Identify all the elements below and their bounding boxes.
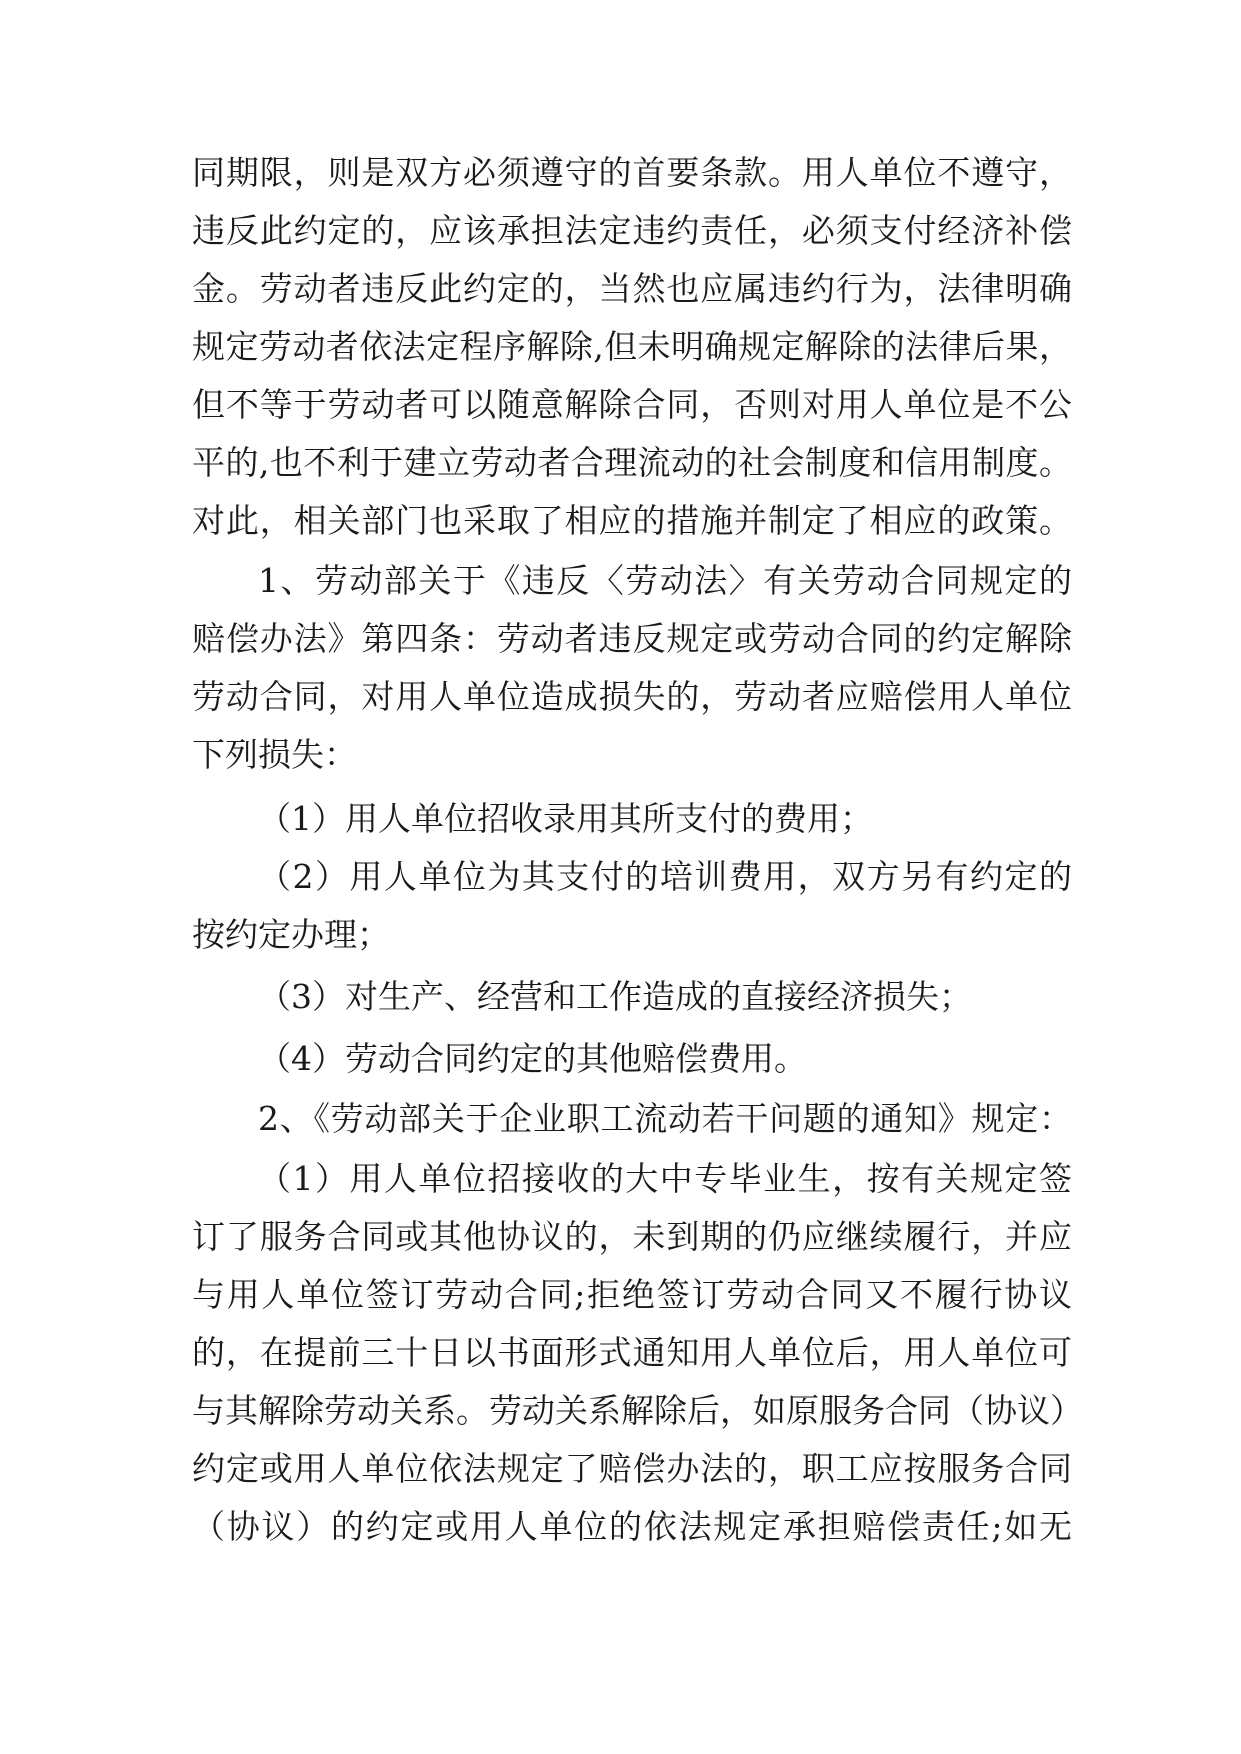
text-line: 订了服务合同或其他协议的，未到期的仍应继续履行，并应 xyxy=(192,1217,1072,1256)
text-line: 按约定办理； xyxy=(192,915,390,954)
text-line: 劳动合同，对用人单位造成损失的，劳动者应赔偿用人单位 xyxy=(192,677,1072,716)
text-line: 违反此约定的，应该承担法定违约责任，必须支付经济补偿 xyxy=(192,211,1072,250)
text-line: 下列损失： xyxy=(192,735,357,774)
text-line: 赔偿办法》第四条：劳动者违反规定或劳动合同的约定解除 xyxy=(192,619,1072,658)
text-line: （4）劳动合同约定的其他赔偿费用。 xyxy=(258,1039,807,1078)
text-line: （3）对生产、经营和工作造成的直接经济损失； xyxy=(258,977,972,1016)
text-line: （协议）的约定或用人单位的依法规定承担赔偿责任;如无 xyxy=(192,1507,1072,1546)
text-line: （2）用人单位为其支付的培训费用，双方另有约定的 xyxy=(258,857,1072,896)
text-line: 2、《劳动部关于企业职工流动若干问题的通知》规定： xyxy=(258,1099,1072,1138)
text-line: 平的,也不利于建立劳动者合理流动的社会制度和信用制度。 xyxy=(192,443,1072,482)
text-line: （1）用人单位招接收的大中专毕业生，按有关规定签 xyxy=(258,1159,1072,1198)
text-line: 对此，相关部门也采取了相应的措施并制定了相应的政策。 xyxy=(192,501,1072,540)
text-line: 与其解除劳动关系。劳动关系解除后，如原服务合同（协议） xyxy=(192,1391,1083,1430)
text-line: 金。劳动者违反此约定的，当然也应属违约行为，法律明确 xyxy=(192,269,1072,308)
text-line: 但不等于劳动者可以随意解除合同，否则对用人单位是不公 xyxy=(192,385,1072,424)
text-line: 的，在提前三十日以书面形式通知用人单位后，用人单位可 xyxy=(192,1333,1072,1372)
text-line: 与用人单位签订劳动合同;拒绝签订劳动合同又不履行协议 xyxy=(192,1275,1072,1314)
text-line: 规定劳动者依法定程序解除,但未明确规定解除的法律后果， xyxy=(192,327,1072,366)
text-line: 同期限，则是双方必须遵守的首要条款。用人单位不遵守， xyxy=(192,153,1072,192)
text-line: 约定或用人单位依法规定了赔偿办法的，职工应按服务合同 xyxy=(192,1449,1072,1488)
text-line: （1）用人单位招收录用其所支付的费用； xyxy=(258,799,873,838)
text-line: 1、劳动部关于《违反〈劳动法〉有关劳动合同规定的 xyxy=(258,561,1072,600)
